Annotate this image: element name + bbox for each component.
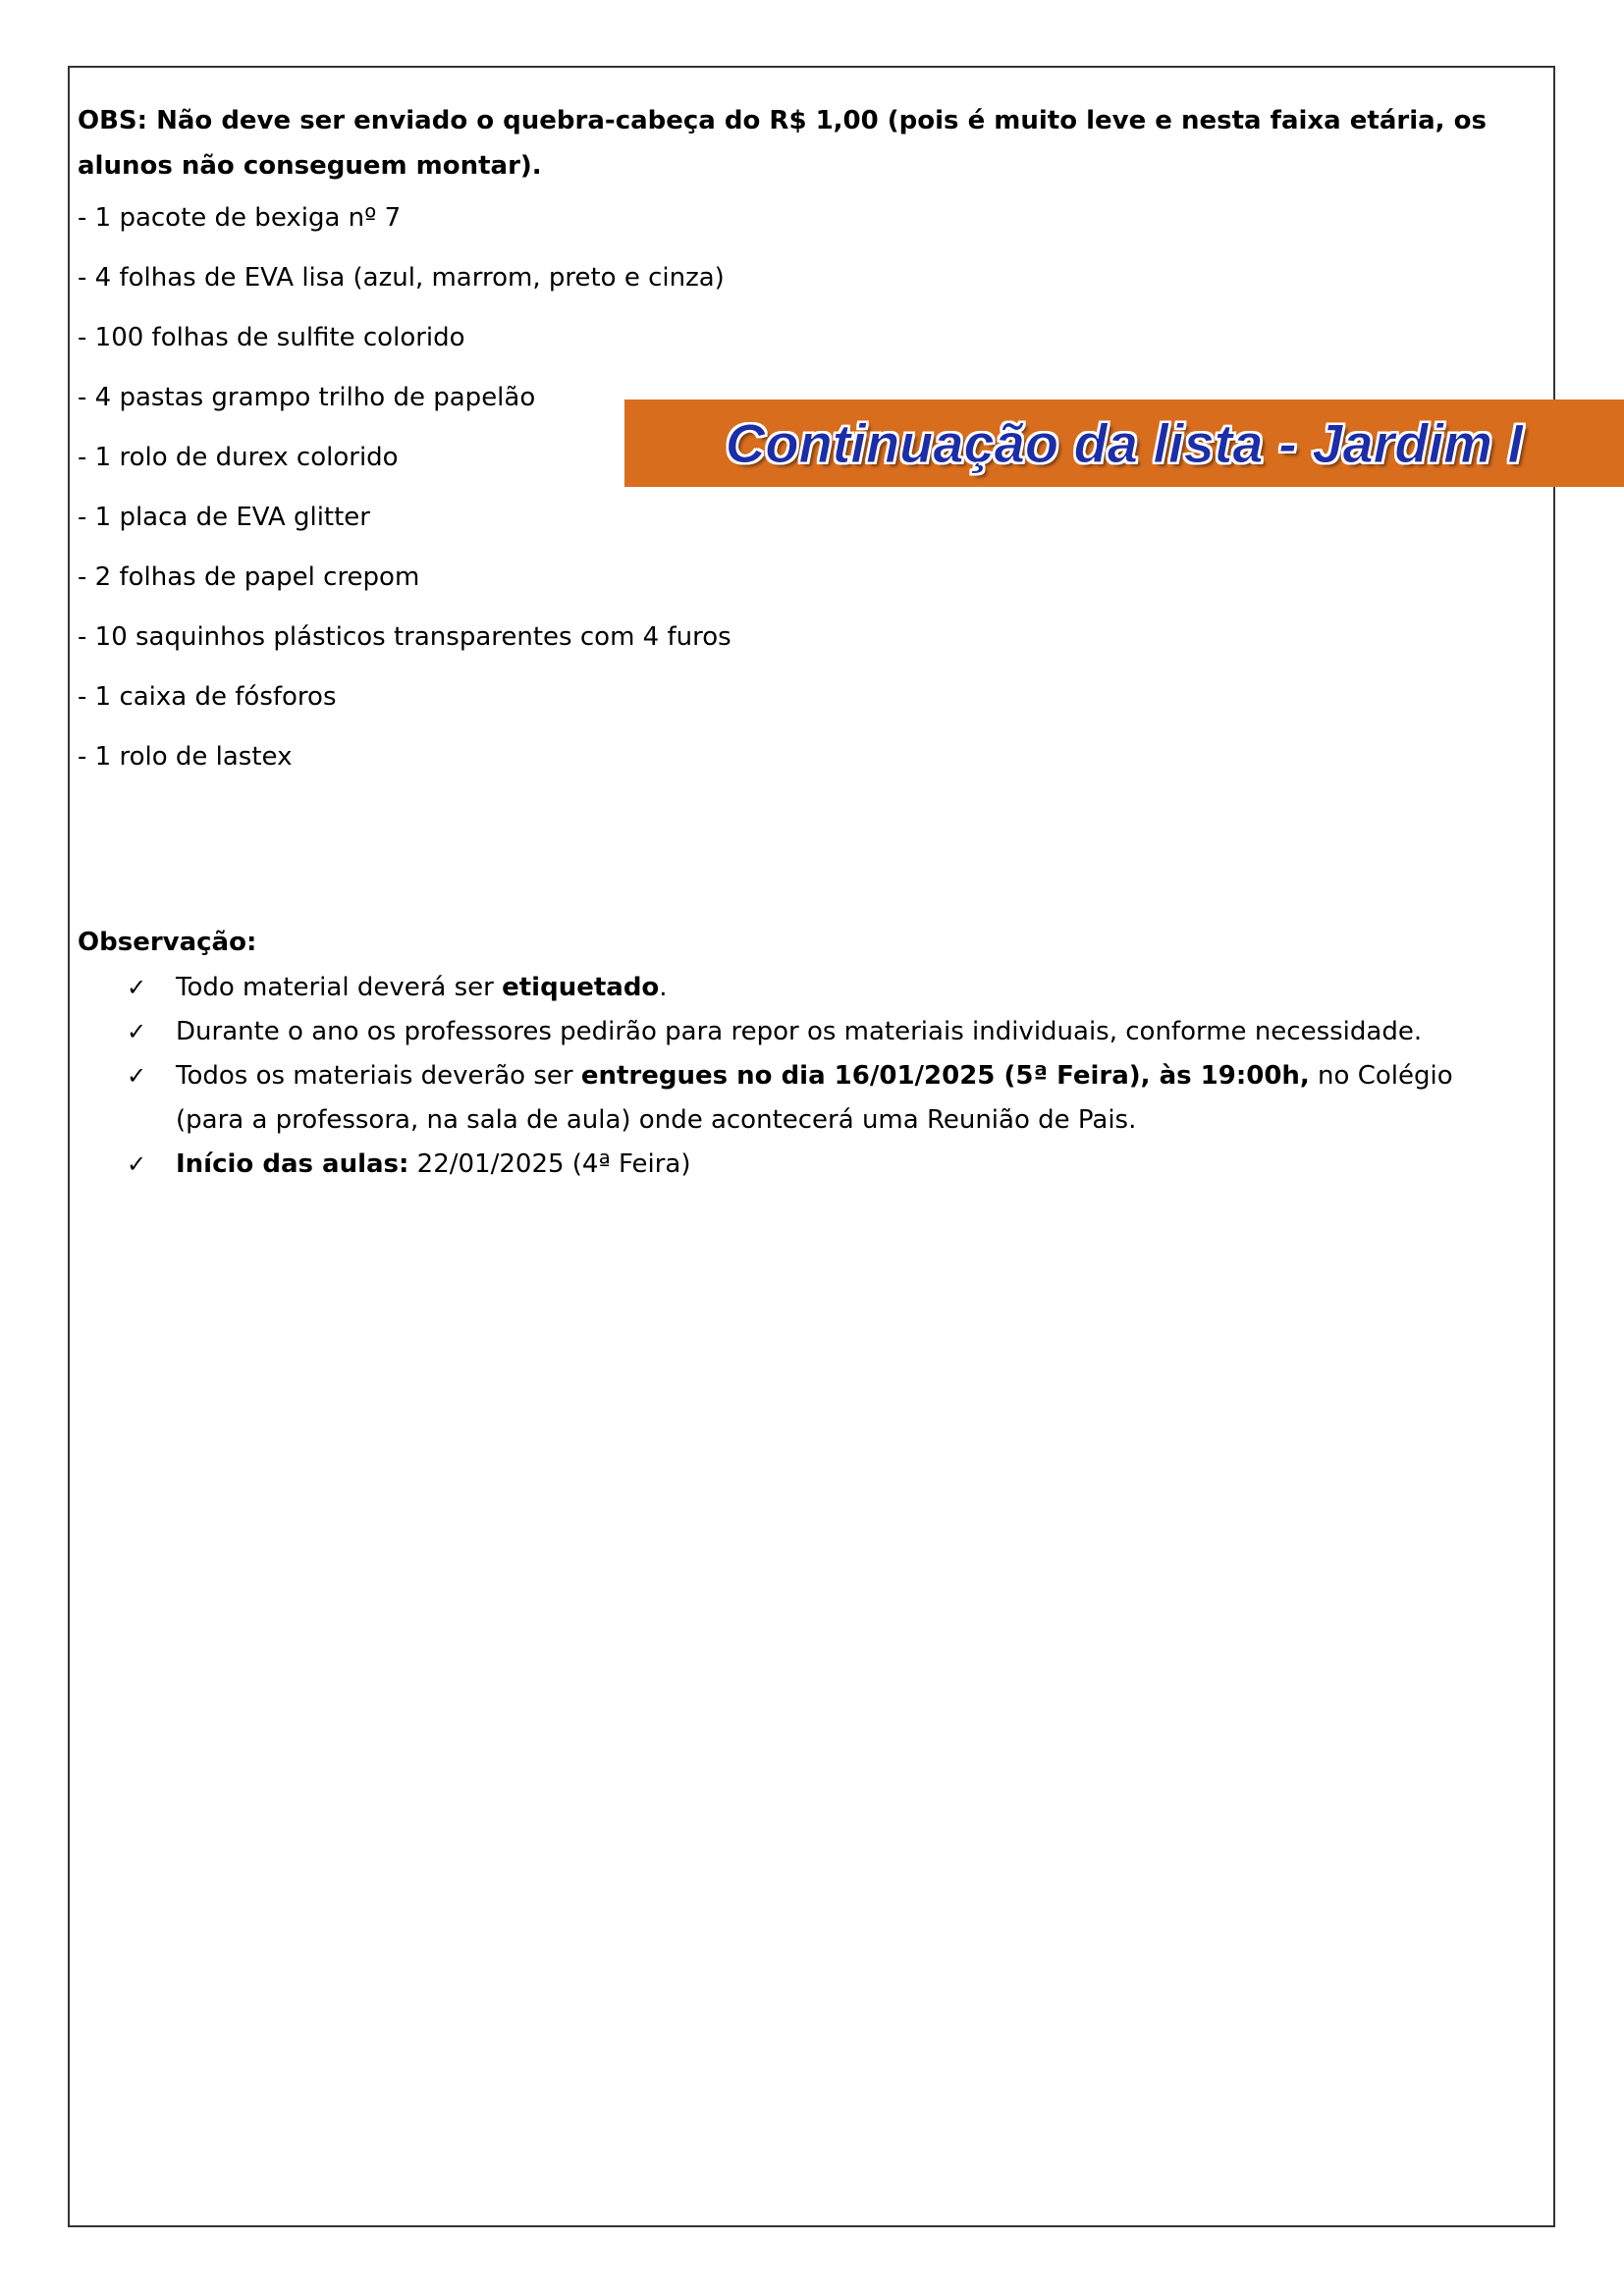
note-text: no Colégio (para a professora, na sala de aula) onde acontecerá uma Reunião de Pais. <box>176 1061 1453 1135</box>
list-item: - 1 placa de EVA glitter <box>78 503 370 532</box>
observation-item <box>127 966 1526 1010</box>
obs-note: OBS: Não deve ser enviado o quebra-cabeça do R$ 1,00 (pois é muito leve e nesta faixa etária, os alunos não conseguem montar). <box>78 106 1487 181</box>
observation-heading: Observação: <box>78 928 257 957</box>
banner-title: Continuação da lista - Jardim I <box>725 412 1524 474</box>
list-item: - 2 folhas de papel crepom <box>78 562 420 592</box>
observation-item <box>127 1010 1526 1054</box>
list-item: - 10 saquinhos plásticos transparentes com 4 furos <box>78 622 731 652</box>
note-text: . <box>659 973 668 1002</box>
list-item: - 1 rolo de durex colorido <box>78 443 399 472</box>
note-bold-text: etiquetado <box>502 973 660 1002</box>
check-icon: ✓ <box>127 1018 147 1045</box>
note-text: Durante o ano os professores pedirão para repor os materiais individuais, conforme necessidade. <box>176 1017 1423 1046</box>
note-bold-text: entregues no dia 16/01/2025 (5ª Feira), às 19:00h, <box>580 1061 1310 1091</box>
note-bold-text: Início das aulas: <box>176 1149 409 1179</box>
list-item: - 1 rolo de lastex <box>78 742 293 772</box>
note-text: 22/01/2025 (4ª Feira) <box>408 1149 691 1179</box>
list-item: - 100 folhas de sulfite colorido <box>78 323 465 352</box>
observation-item <box>127 1054 1526 1143</box>
observation-list <box>127 966 1526 1187</box>
observation-item <box>127 1143 1526 1187</box>
list-item: - 1 pacote de bexiga nº 7 <box>78 203 402 233</box>
check-icon: ✓ <box>127 1150 147 1178</box>
list-item: - 4 folhas de EVA lisa (azul, marrom, preto e cinza) <box>78 263 725 293</box>
list-item: - 1 caixa de fósforos <box>78 682 337 712</box>
note-text: Todos os materiais deverão ser <box>176 1061 581 1091</box>
materials-list <box>78 188 1531 787</box>
note-text: Todo material deverá ser <box>176 973 503 1002</box>
check-icon: ✓ <box>127 974 147 1001</box>
check-icon: ✓ <box>127 1062 147 1090</box>
list-item: - 4 pastas grampo trilho de papelão <box>78 383 536 412</box>
title-banner <box>624 400 1624 487</box>
